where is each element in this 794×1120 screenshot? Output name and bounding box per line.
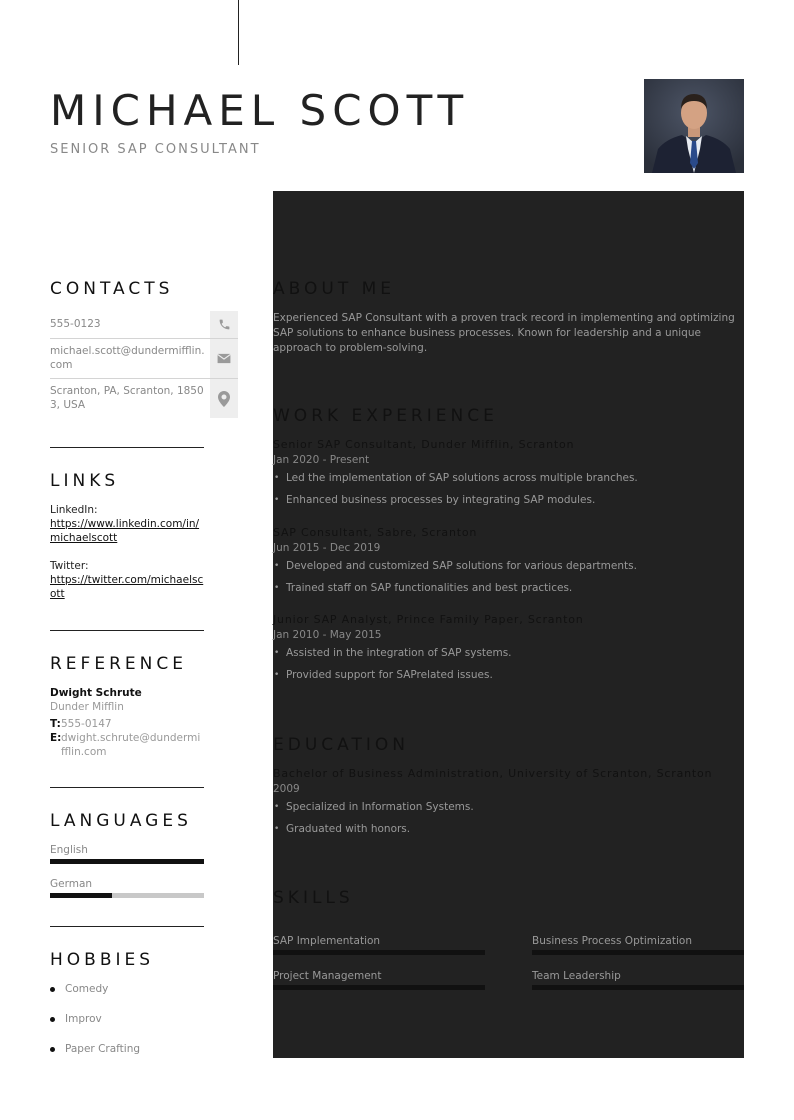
language-german [50, 877, 204, 898]
hobby-label: Paper Crafting [65, 1043, 141, 1055]
section-divider [50, 447, 204, 448]
job-bullet: • Developed and customized SAP solutions for various departments. [273, 559, 744, 573]
envelope-icon [210, 339, 238, 378]
reference-heading: REFERENCE [50, 654, 187, 674]
language-level-bar [50, 893, 204, 898]
contact-phone[interactable]: 555-0123 [50, 318, 101, 330]
header-divider-line [238, 0, 239, 65]
contact-address-row [50, 379, 238, 418]
reference-phone-label: T: [50, 718, 61, 730]
skill-level-bar [273, 950, 485, 955]
job-date: Jun 2015 - Dec 2019 [273, 542, 381, 554]
section-divider [273, 864, 744, 865]
job-title: SAP Consultant, Sabre, Scranton [273, 526, 478, 539]
section-divider [273, 382, 744, 383]
hobby-label: Comedy [65, 983, 109, 995]
skill-item [273, 969, 485, 990]
job-entry [273, 613, 744, 690]
job-title: Senior SAP Consultant, Dunder Mifflin, Scranton [273, 438, 575, 451]
language-level-bar [50, 859, 204, 864]
hobby-item [50, 1012, 102, 1026]
bullet-dot-icon [50, 1047, 55, 1052]
experience-heading: WORK EXPERIENCE [273, 406, 498, 426]
location-pin-icon [210, 379, 238, 418]
person-portrait-icon [644, 79, 744, 173]
skill-level-bar [273, 985, 485, 990]
reference-email[interactable]: dwight.schrute@dundermifflin.com [61, 732, 201, 758]
section-divider [50, 787, 204, 788]
job-bullet: • Trained staff on SAP functionalities and best practices. [273, 581, 744, 595]
job-entry [273, 526, 744, 603]
links-heading: LINKS [50, 471, 120, 491]
hobby-item [50, 1042, 140, 1056]
link-twitter-url[interactable]: https://twitter.com/michaelscott [50, 574, 204, 600]
job-date: Jan 2010 - May 2015 [273, 629, 382, 641]
section-divider [50, 926, 204, 927]
skill-name: Team Leadership [532, 970, 621, 982]
link-twitter [50, 559, 204, 601]
reference-name: Dwight Schrute [50, 687, 142, 699]
skill-item [532, 969, 744, 990]
link-linkedin-label: LinkedIn: [50, 504, 98, 516]
section-divider [273, 255, 744, 256]
link-linkedin-url[interactable]: https://www.linkedin.com/in/michaelscott [50, 518, 200, 544]
job-title: Junior SAP Analyst, Prince Family Paper, Scranton [273, 613, 584, 626]
section-divider [273, 711, 744, 712]
profile-photo [644, 79, 744, 173]
about-heading: ABOUT ME [273, 279, 396, 299]
education-year: 2009 [273, 783, 300, 795]
job-bullet: • Led the implementation of SAP solutions across multiple branches. [273, 471, 744, 485]
link-twitter-label: Twitter: [50, 560, 89, 572]
contact-email-row [50, 339, 238, 379]
contact-email[interactable]: michael.scott@dundermifflin.com [50, 345, 205, 371]
contact-phone-row [50, 311, 238, 339]
candidate-title: SENIOR SAP CONSULTANT [50, 142, 261, 157]
hobby-label: Improv [65, 1013, 102, 1025]
phone-icon [210, 311, 238, 338]
skills-heading: SKILLS [273, 888, 354, 908]
job-bullet: • Assisted in the integration of SAP systems. [273, 646, 744, 660]
skill-level-bar [532, 950, 744, 955]
education-entry [273, 767, 744, 844]
reference-block [50, 686, 204, 759]
job-entry [273, 438, 744, 515]
education-bullet: • Specialized in Information Systems. [273, 800, 744, 814]
job-bullet: • Provided support for SAPrelated issues. [273, 668, 744, 682]
bullet-dot-icon [50, 1017, 55, 1022]
skill-name: SAP Implementation [273, 935, 381, 947]
section-divider [50, 630, 204, 631]
education-bullet: • Graduated with honors. [273, 822, 744, 836]
about-text: Experienced SAP Consultant with a proven track record in implementing and optimizing SAP solutions to enhance business processes. Known for leadership and a unique approach to problem-solving. [273, 312, 735, 354]
skill-item [532, 934, 744, 955]
contact-address: Scranton, PA, Scranton, 18503, USA [50, 385, 204, 411]
education-degree: Bachelor of Business Administration, University of Scranton, Scranton [273, 767, 713, 780]
candidate-name: MICHAEL SCOTT [50, 86, 470, 135]
languages-heading: LANGUAGES [50, 811, 192, 831]
contacts-heading: CONTACTS [50, 279, 174, 299]
skill-name: Business Process Optimization [532, 935, 692, 947]
link-linkedin [50, 503, 204, 545]
hobbies-heading: HOBBIES [50, 950, 155, 970]
job-date: Jan 2020 - Present [273, 454, 370, 466]
language-name: German [50, 878, 93, 890]
job-bullet: • Enhanced business processes by integrating SAP modules. [273, 493, 744, 507]
skill-item [273, 934, 485, 955]
reference-company: Dunder Mifflin [50, 701, 124, 713]
bullet-dot-icon [50, 987, 55, 992]
language-name: English [50, 844, 88, 856]
language-english [50, 843, 204, 864]
skill-name: Project Management [273, 970, 382, 982]
hobby-item [50, 982, 108, 996]
reference-email-label: E: [50, 732, 62, 744]
education-heading: EDUCATION [273, 735, 409, 755]
reference-phone[interactable]: 555-0147 [61, 718, 112, 730]
skill-level-bar [532, 985, 744, 990]
